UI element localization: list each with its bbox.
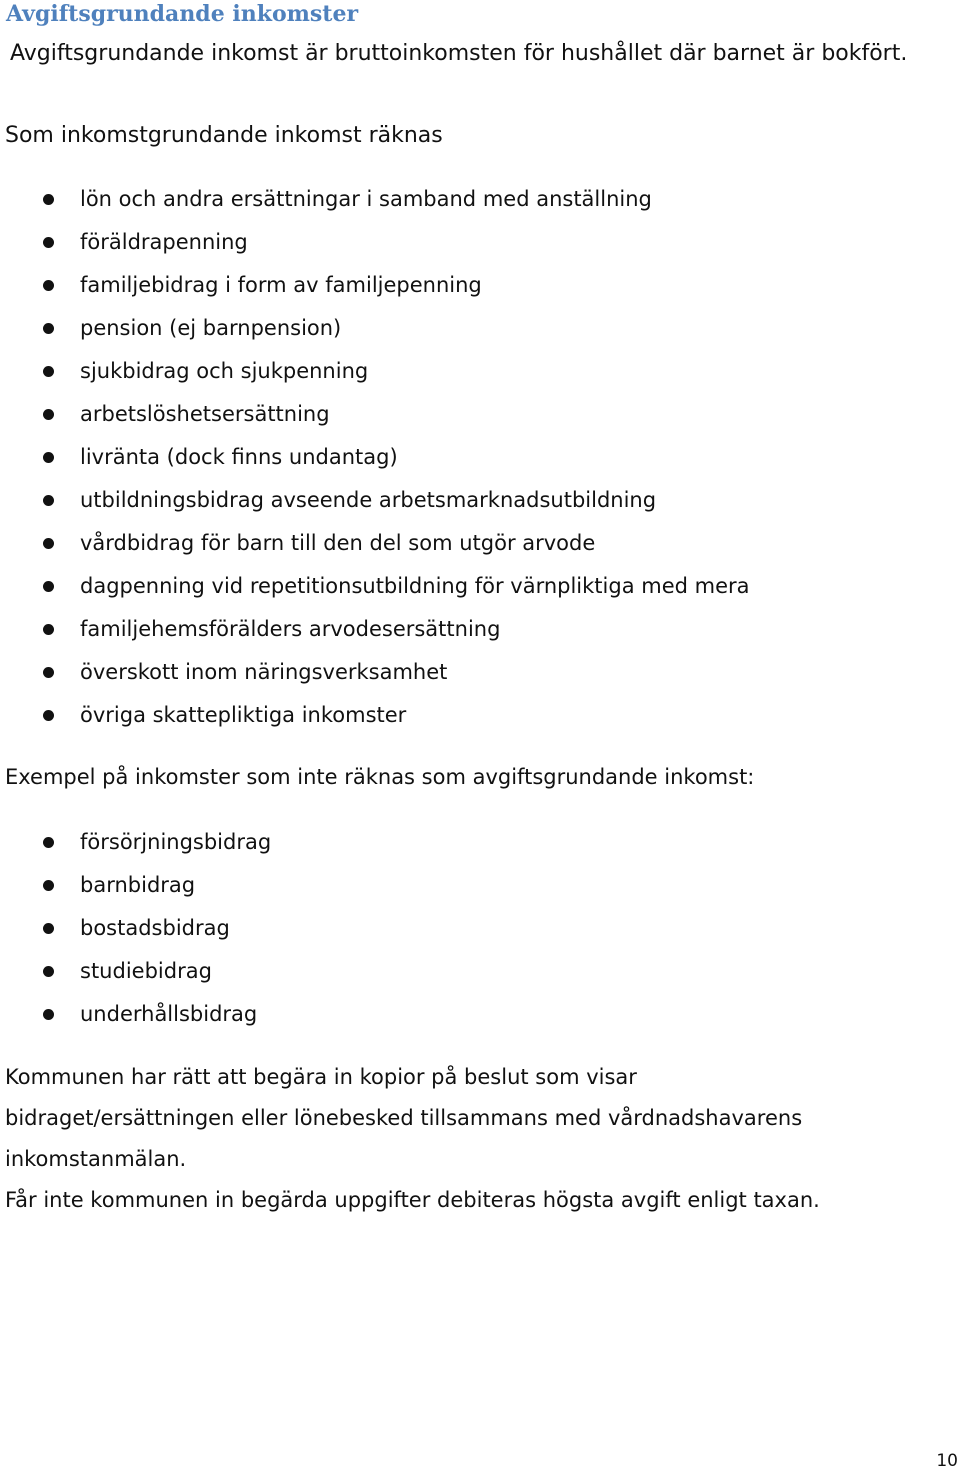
- list-item-text: barnbidrag: [80, 873, 196, 897]
- list-item-text: lön och andra ersättningar i samband med anställning: [80, 187, 652, 211]
- bullet-icon: [43, 1009, 54, 1020]
- list-item: [0, 522, 960, 565]
- list-item: [0, 821, 960, 864]
- bullet-icon: [43, 710, 54, 721]
- list-item: [0, 694, 960, 737]
- bullet-icon: [43, 581, 54, 592]
- list-item-text: studiebidrag: [80, 959, 212, 983]
- list-item-text: sjukbidrag och sjukpenning: [80, 359, 369, 383]
- list-item-text: vårdbidrag för barn till den del som utgör arvode: [80, 531, 596, 555]
- list-item-text: dagpenning vid repetitionsutbildning för värnpliktiga med mera: [80, 574, 750, 598]
- list-item-text: arbetslöshetsersättning: [80, 402, 330, 426]
- list-item: [0, 479, 960, 522]
- bullet-icon: [43, 966, 54, 977]
- closing-paragraph-line: Kommunen har rätt att begära in kopior på beslut som visar: [5, 1065, 637, 1089]
- bullet-icon: [43, 624, 54, 635]
- excluded-income-list: [0, 821, 960, 1036]
- bullet-icon: [43, 538, 54, 549]
- bullet-icon: [43, 366, 54, 377]
- list-item-text: underhållsbidrag: [80, 1002, 258, 1026]
- list-item: [0, 907, 960, 950]
- page-number: 10: [936, 1451, 958, 1471]
- list-item: [0, 651, 960, 694]
- included-income-list: [0, 178, 960, 737]
- list-item-text: övriga skattepliktiga inkomster: [80, 703, 407, 727]
- bullet-icon: [43, 923, 54, 934]
- list-item: [0, 436, 960, 479]
- examples-heading: Exempel på inkomster som inte räknas som avgiftsgrundande inkomst:: [5, 765, 755, 789]
- bullet-icon: [43, 495, 54, 506]
- intro-paragraph: Avgiftsgrundande inkomst är bruttoinkomsten för hushållet där barnet är bokfört.: [10, 41, 908, 66]
- list-item: [0, 350, 960, 393]
- list-item-text: bostadsbidrag: [80, 916, 230, 940]
- list-item: [0, 178, 960, 221]
- list-item: [0, 393, 960, 436]
- intro-lead: Som inkomstgrundande inkomst räknas: [5, 123, 443, 148]
- bullet-icon: [43, 880, 54, 891]
- list-item-text: pension (ej barnpension): [80, 316, 342, 340]
- list-item: [0, 307, 960, 350]
- section-heading: Avgiftsgrundande inkomster: [6, 1, 359, 27]
- list-item: [0, 264, 960, 307]
- list-item-text: familjehemsförälders arvodesersättning: [80, 617, 501, 641]
- list-item-text: livränta (dock finns undantag): [80, 445, 398, 469]
- list-item-text: familjebidrag i form av familjepenning: [80, 273, 482, 297]
- list-item: [0, 565, 960, 608]
- bullet-icon: [43, 452, 54, 463]
- list-item: [0, 608, 960, 651]
- closing-paragraph-line: inkomstanmälan.: [5, 1147, 187, 1171]
- closing-note: Får inte kommunen in begärda uppgifter debiteras högsta avgift enligt taxan.: [5, 1188, 820, 1212]
- bullet-icon: [43, 194, 54, 205]
- bullet-icon: [43, 667, 54, 678]
- bullet-icon: [43, 280, 54, 291]
- list-item: [0, 993, 960, 1036]
- list-item-text: utbildningsbidrag avseende arbetsmarknadsutbildning: [80, 488, 657, 512]
- list-item-text: överskott inom näringsverksamhet: [80, 660, 448, 684]
- list-item-text: föräldrapenning: [80, 230, 248, 254]
- bullet-icon: [43, 409, 54, 420]
- list-item: [0, 950, 960, 993]
- list-item: [0, 221, 960, 264]
- list-item: [0, 864, 960, 907]
- bullet-icon: [43, 837, 54, 848]
- list-item-text: försörjningsbidrag: [80, 830, 272, 854]
- closing-paragraph-line: bidraget/ersättningen eller lönebesked tillsammans med vårdnadshavarens: [5, 1106, 803, 1130]
- bullet-icon: [43, 323, 54, 334]
- bullet-icon: [43, 237, 54, 248]
